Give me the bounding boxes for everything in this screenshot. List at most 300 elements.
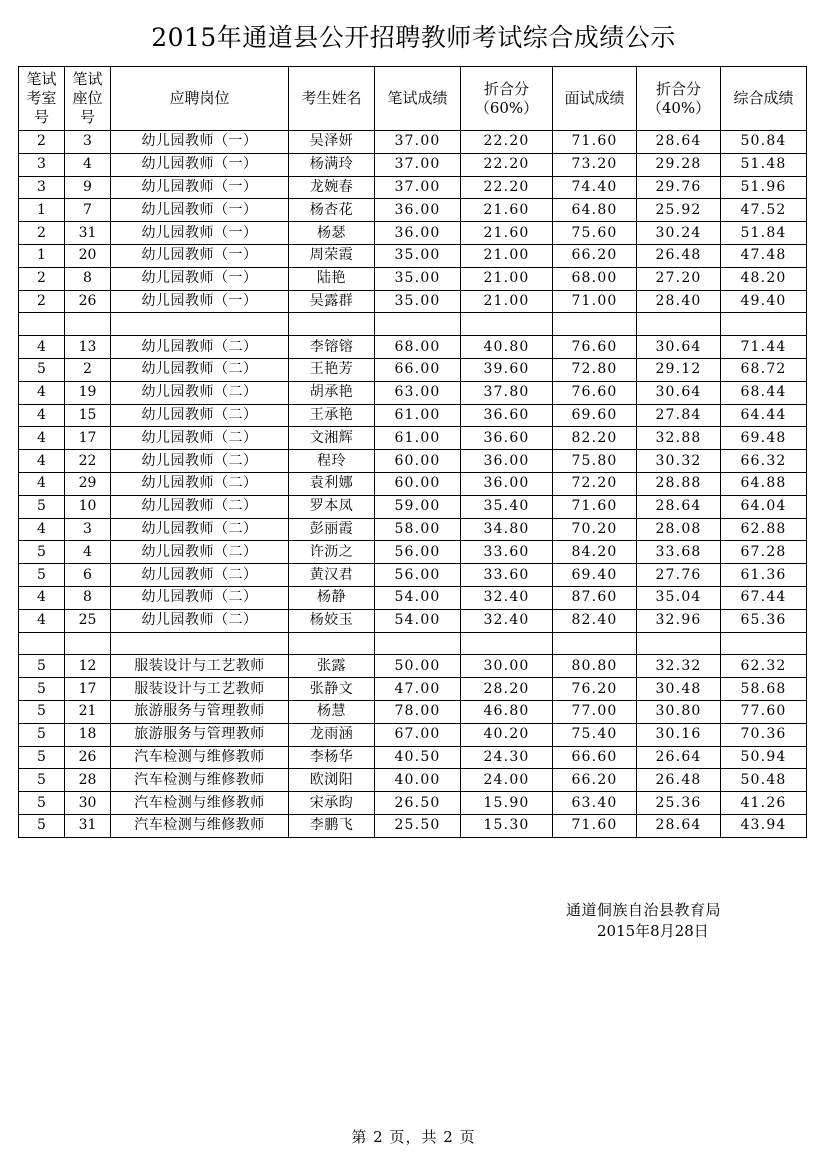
total-score-cell: 50.94 bbox=[721, 746, 807, 769]
interview-score-cell: 82.20 bbox=[553, 427, 637, 450]
position-cell: 幼儿园教师（一） bbox=[111, 244, 289, 267]
seat-cell: 19 bbox=[65, 381, 111, 404]
seat-cell: 6 bbox=[65, 564, 111, 587]
interview-weighted-cell: 30.16 bbox=[637, 723, 721, 746]
interview-weighted-cell: 25.92 bbox=[637, 199, 721, 222]
name-cell: 文湘辉 bbox=[289, 427, 375, 450]
header-written-weighted-line: （60%） bbox=[474, 98, 539, 117]
total-score-cell: 50.48 bbox=[721, 769, 807, 792]
room-cell: 4 bbox=[19, 518, 65, 541]
table-row bbox=[19, 131, 807, 154]
position-cell: 幼儿园教师（一） bbox=[111, 176, 289, 199]
header-row bbox=[19, 67, 807, 131]
name-cell: 许沥之 bbox=[289, 541, 375, 564]
table-row bbox=[19, 244, 807, 267]
table-row bbox=[19, 678, 807, 701]
name-cell: 欧浏阳 bbox=[289, 769, 375, 792]
name-cell: 杨姣玉 bbox=[289, 609, 375, 632]
room-cell: 4 bbox=[19, 404, 65, 427]
room-cell: 3 bbox=[19, 153, 65, 176]
seat-cell: 13 bbox=[65, 336, 111, 359]
interview-score-cell: 72.20 bbox=[553, 472, 637, 495]
table-row bbox=[19, 381, 807, 404]
interview-score-cell: 66.20 bbox=[553, 244, 637, 267]
table-row bbox=[19, 495, 807, 518]
interview-score-cell: 87.60 bbox=[553, 586, 637, 609]
interview-weighted-cell: 28.64 bbox=[637, 814, 721, 837]
page-footer: 第 2 页，共 2 页 bbox=[351, 1128, 476, 1146]
written-weighted-cell: 24.30 bbox=[461, 746, 553, 769]
name-cell: 彭丽霞 bbox=[289, 518, 375, 541]
position-cell: 幼儿园教师（二） bbox=[111, 518, 289, 541]
room-cell: 1 bbox=[19, 199, 65, 222]
written-weighted-cell: 36.60 bbox=[461, 427, 553, 450]
written-weighted-cell: 15.30 bbox=[461, 814, 553, 837]
position-cell: 服装设计与工艺教师 bbox=[111, 655, 289, 678]
interview-score-cell: 76.20 bbox=[553, 678, 637, 701]
table-row bbox=[19, 267, 807, 290]
header-interview: 面试成绩 bbox=[553, 67, 637, 131]
table-row bbox=[19, 700, 807, 723]
written-weighted-cell: 46.80 bbox=[461, 700, 553, 723]
room-cell: 5 bbox=[19, 814, 65, 837]
interview-weighted-cell: 27.20 bbox=[637, 267, 721, 290]
interview-weighted-cell: 28.88 bbox=[637, 472, 721, 495]
interview-score-cell: 70.20 bbox=[553, 518, 637, 541]
seat-cell: 17 bbox=[65, 678, 111, 701]
position-cell: 幼儿园教师（二） bbox=[111, 586, 289, 609]
total-score-cell: 51.84 bbox=[721, 222, 807, 245]
interview-weighted-cell: 33.68 bbox=[637, 541, 721, 564]
header-seat bbox=[65, 67, 111, 131]
header-written: 笔试成绩 bbox=[375, 67, 461, 131]
seat-cell: 20 bbox=[65, 244, 111, 267]
name-cell: 黄汉君 bbox=[289, 564, 375, 587]
total-score-cell bbox=[721, 632, 807, 655]
interview-weighted-cell: 32.96 bbox=[637, 609, 721, 632]
room-cell: 5 bbox=[19, 769, 65, 792]
written-score-cell: 37.00 bbox=[375, 153, 461, 176]
written-weighted-cell: 24.00 bbox=[461, 769, 553, 792]
position-cell: 汽车检测与维修教师 bbox=[111, 769, 289, 792]
interview-score-cell: 71.60 bbox=[553, 131, 637, 154]
table-row bbox=[19, 586, 807, 609]
total-score-cell bbox=[721, 313, 807, 336]
seat-cell: 17 bbox=[65, 427, 111, 450]
room-cell: 5 bbox=[19, 678, 65, 701]
room-cell: 5 bbox=[19, 746, 65, 769]
total-score-cell: 68.44 bbox=[721, 381, 807, 404]
written-weighted-cell: 32.40 bbox=[461, 586, 553, 609]
table-row bbox=[19, 746, 807, 769]
position-cell: 汽车检测与维修教师 bbox=[111, 746, 289, 769]
room-cell: 3 bbox=[19, 176, 65, 199]
name-cell bbox=[289, 313, 375, 336]
interview-score-cell: 72.80 bbox=[553, 358, 637, 381]
written-weighted-cell: 30.00 bbox=[461, 655, 553, 678]
interview-weighted-cell: 30.80 bbox=[637, 700, 721, 723]
written-weighted-cell bbox=[461, 313, 553, 336]
seat-cell bbox=[65, 632, 111, 655]
total-score-cell: 70.36 bbox=[721, 723, 807, 746]
name-cell: 张静文 bbox=[289, 678, 375, 701]
table-row bbox=[19, 358, 807, 381]
interview-weighted-cell: 27.84 bbox=[637, 404, 721, 427]
written-score-cell: 36.00 bbox=[375, 222, 461, 245]
written-weighted-cell: 22.20 bbox=[461, 131, 553, 154]
header-position: 应聘岗位 bbox=[111, 67, 289, 131]
written-score-cell: 35.00 bbox=[375, 244, 461, 267]
position-cell: 幼儿园教师（一） bbox=[111, 131, 289, 154]
name-cell: 李鹏飞 bbox=[289, 814, 375, 837]
header-written-weighted bbox=[461, 67, 553, 131]
interview-score-cell: 84.20 bbox=[553, 541, 637, 564]
issue-date: 2015年8月28日 bbox=[597, 922, 709, 940]
seat-cell: 18 bbox=[65, 723, 111, 746]
name-cell: 杨杏花 bbox=[289, 199, 375, 222]
written-weighted-cell: 34.80 bbox=[461, 518, 553, 541]
name-cell: 王艳芳 bbox=[289, 358, 375, 381]
written-weighted-cell: 37.80 bbox=[461, 381, 553, 404]
seat-cell: 30 bbox=[65, 792, 111, 815]
interview-score-cell: 63.40 bbox=[553, 792, 637, 815]
position-cell: 服装设计与工艺教师 bbox=[111, 678, 289, 701]
seat-cell: 22 bbox=[65, 450, 111, 473]
position-cell bbox=[111, 313, 289, 336]
blank-separator-row bbox=[19, 313, 807, 336]
interview-score-cell: 71.60 bbox=[553, 814, 637, 837]
position-cell: 幼儿园教师（二） bbox=[111, 609, 289, 632]
room-cell: 4 bbox=[19, 450, 65, 473]
table-row bbox=[19, 336, 807, 359]
written-weighted-cell bbox=[461, 632, 553, 655]
written-score-cell: 66.00 bbox=[375, 358, 461, 381]
total-score-cell: 58.68 bbox=[721, 678, 807, 701]
written-weighted-cell: 36.00 bbox=[461, 472, 553, 495]
table-row bbox=[19, 222, 807, 245]
name-cell: 杨静 bbox=[289, 586, 375, 609]
interview-score-cell: 73.20 bbox=[553, 153, 637, 176]
table-row bbox=[19, 792, 807, 815]
interview-score-cell: 69.60 bbox=[553, 404, 637, 427]
room-cell: 2 bbox=[19, 290, 65, 313]
position-cell: 幼儿园教师（二） bbox=[111, 564, 289, 587]
position-cell: 幼儿园教师（二） bbox=[111, 450, 289, 473]
seat-cell: 31 bbox=[65, 222, 111, 245]
room-cell: 5 bbox=[19, 541, 65, 564]
position-cell: 旅游服务与管理教师 bbox=[111, 700, 289, 723]
interview-score-cell bbox=[553, 313, 637, 336]
table-row bbox=[19, 290, 807, 313]
seat-cell: 10 bbox=[65, 495, 111, 518]
written-weighted-cell: 36.00 bbox=[461, 450, 553, 473]
interview-weighted-cell: 30.64 bbox=[637, 381, 721, 404]
interview-score-cell: 71.00 bbox=[553, 290, 637, 313]
seat-cell: 29 bbox=[65, 472, 111, 495]
position-cell: 汽车检测与维修教师 bbox=[111, 814, 289, 837]
header-seat-line: 号 bbox=[79, 108, 95, 126]
interview-weighted-cell: 32.32 bbox=[637, 655, 721, 678]
total-score-cell: 67.44 bbox=[721, 586, 807, 609]
interview-score-cell: 66.20 bbox=[553, 769, 637, 792]
position-cell: 幼儿园教师（一） bbox=[111, 290, 289, 313]
seat-cell: 26 bbox=[65, 746, 111, 769]
name-cell: 张露 bbox=[289, 655, 375, 678]
room-cell: 2 bbox=[19, 222, 65, 245]
position-cell: 旅游服务与管理教师 bbox=[111, 723, 289, 746]
table-row bbox=[19, 176, 807, 199]
table-row bbox=[19, 541, 807, 564]
total-score-cell: 47.52 bbox=[721, 199, 807, 222]
written-weighted-cell: 39.60 bbox=[461, 358, 553, 381]
written-score-cell: 40.00 bbox=[375, 769, 461, 792]
written-score-cell: 56.00 bbox=[375, 541, 461, 564]
table-row bbox=[19, 427, 807, 450]
position-cell: 幼儿园教师（二） bbox=[111, 472, 289, 495]
room-cell: 4 bbox=[19, 472, 65, 495]
name-cell: 龙婉春 bbox=[289, 176, 375, 199]
written-score-cell: 47.00 bbox=[375, 678, 461, 701]
written-weighted-cell: 40.80 bbox=[461, 336, 553, 359]
written-score-cell: 26.50 bbox=[375, 792, 461, 815]
table-row bbox=[19, 769, 807, 792]
position-cell: 幼儿园教师（二） bbox=[111, 495, 289, 518]
table-row bbox=[19, 723, 807, 746]
interview-weighted-cell: 26.48 bbox=[637, 244, 721, 267]
room-cell: 5 bbox=[19, 700, 65, 723]
room-cell: 4 bbox=[19, 336, 65, 359]
seat-cell: 7 bbox=[65, 199, 111, 222]
name-cell: 胡承艳 bbox=[289, 381, 375, 404]
total-score-cell: 43.94 bbox=[721, 814, 807, 837]
name-cell: 杨满玲 bbox=[289, 153, 375, 176]
interview-score-cell: 76.60 bbox=[553, 336, 637, 359]
written-weighted-cell: 21.00 bbox=[461, 267, 553, 290]
interview-score-cell: 75.40 bbox=[553, 723, 637, 746]
room-cell: 4 bbox=[19, 381, 65, 404]
written-score-cell: 50.00 bbox=[375, 655, 461, 678]
position-cell: 幼儿园教师（一） bbox=[111, 199, 289, 222]
total-score-cell: 51.96 bbox=[721, 176, 807, 199]
written-weighted-cell: 33.60 bbox=[461, 541, 553, 564]
written-score-cell: 63.00 bbox=[375, 381, 461, 404]
written-score-cell: 59.00 bbox=[375, 495, 461, 518]
seat-cell: 21 bbox=[65, 700, 111, 723]
interview-weighted-cell: 28.64 bbox=[637, 131, 721, 154]
seat-cell: 3 bbox=[65, 131, 111, 154]
interview-score-cell: 77.00 bbox=[553, 700, 637, 723]
interview-score-cell: 66.60 bbox=[553, 746, 637, 769]
name-cell: 杨慧 bbox=[289, 700, 375, 723]
scores-table bbox=[18, 66, 807, 838]
written-weighted-cell: 21.60 bbox=[461, 199, 553, 222]
table-row bbox=[19, 199, 807, 222]
room-cell: 4 bbox=[19, 609, 65, 632]
total-score-cell: 62.88 bbox=[721, 518, 807, 541]
interview-score-cell: 75.80 bbox=[553, 450, 637, 473]
interview-weighted-cell bbox=[637, 632, 721, 655]
position-cell: 幼儿园教师（一） bbox=[111, 222, 289, 245]
table-row bbox=[19, 655, 807, 678]
written-score-cell bbox=[375, 313, 461, 336]
total-score-cell: 64.04 bbox=[721, 495, 807, 518]
name-cell: 龙雨涵 bbox=[289, 723, 375, 746]
interview-weighted-cell: 29.28 bbox=[637, 153, 721, 176]
seat-cell: 2 bbox=[65, 358, 111, 381]
total-score-cell: 65.36 bbox=[721, 609, 807, 632]
room-cell: 1 bbox=[19, 244, 65, 267]
written-score-cell: 56.00 bbox=[375, 564, 461, 587]
issuer: 通道侗族自治县教育局 bbox=[566, 901, 722, 919]
total-score-cell: 71.44 bbox=[721, 336, 807, 359]
total-score-cell: 51.48 bbox=[721, 153, 807, 176]
room-cell: 5 bbox=[19, 723, 65, 746]
seat-cell: 8 bbox=[65, 586, 111, 609]
name-cell: 程玲 bbox=[289, 450, 375, 473]
interview-score-cell: 80.80 bbox=[553, 655, 637, 678]
header-name: 考生姓名 bbox=[289, 67, 375, 131]
position-cell: 汽车检测与维修教师 bbox=[111, 792, 289, 815]
room-cell: 4 bbox=[19, 427, 65, 450]
written-score-cell: 60.00 bbox=[375, 450, 461, 473]
interview-weighted-cell: 35.04 bbox=[637, 586, 721, 609]
seat-cell bbox=[65, 313, 111, 336]
table-row bbox=[19, 814, 807, 837]
header-room bbox=[19, 67, 65, 131]
interview-score-cell: 74.40 bbox=[553, 176, 637, 199]
room-cell: 5 bbox=[19, 495, 65, 518]
total-score-cell: 50.84 bbox=[721, 131, 807, 154]
interview-score-cell: 68.00 bbox=[553, 267, 637, 290]
interview-weighted-cell: 26.48 bbox=[637, 769, 721, 792]
written-score-cell: 61.00 bbox=[375, 427, 461, 450]
name-cell: 吴泽妍 bbox=[289, 131, 375, 154]
room-cell: 5 bbox=[19, 792, 65, 815]
interview-weighted-cell: 29.76 bbox=[637, 176, 721, 199]
written-score-cell: 78.00 bbox=[375, 700, 461, 723]
interview-weighted-cell: 28.08 bbox=[637, 518, 721, 541]
seat-cell: 3 bbox=[65, 518, 111, 541]
seat-cell: 8 bbox=[65, 267, 111, 290]
name-cell: 袁利娜 bbox=[289, 472, 375, 495]
total-score-cell: 67.28 bbox=[721, 541, 807, 564]
blank-separator-row bbox=[19, 632, 807, 655]
table-row bbox=[19, 472, 807, 495]
header-interview-weighted-line: 折合分 bbox=[655, 79, 701, 98]
header-total: 综合成绩 bbox=[721, 67, 807, 131]
header-room-line: 号 bbox=[33, 108, 49, 126]
interview-score-cell: 64.80 bbox=[553, 199, 637, 222]
written-score-cell: 37.00 bbox=[375, 176, 461, 199]
interview-score-cell: 82.40 bbox=[553, 609, 637, 632]
written-score-cell: 40.50 bbox=[375, 746, 461, 769]
name-cell: 李镕镕 bbox=[289, 336, 375, 359]
name-cell: 杨瑟 bbox=[289, 222, 375, 245]
interview-weighted-cell: 28.64 bbox=[637, 495, 721, 518]
name-cell bbox=[289, 632, 375, 655]
total-score-cell: 48.20 bbox=[721, 267, 807, 290]
seat-cell: 31 bbox=[65, 814, 111, 837]
written-weighted-cell: 15.90 bbox=[461, 792, 553, 815]
header-interview-weighted-line: （40%） bbox=[646, 98, 711, 117]
written-score-cell: 58.00 bbox=[375, 518, 461, 541]
interview-weighted-cell: 25.36 bbox=[637, 792, 721, 815]
interview-weighted-cell: 29.12 bbox=[637, 358, 721, 381]
written-score-cell: 61.00 bbox=[375, 404, 461, 427]
written-weighted-cell: 22.20 bbox=[461, 153, 553, 176]
written-weighted-cell: 22.20 bbox=[461, 176, 553, 199]
total-score-cell: 61.36 bbox=[721, 564, 807, 587]
interview-weighted-cell bbox=[637, 313, 721, 336]
header-interview-weighted bbox=[637, 67, 721, 131]
name-cell: 陆艳 bbox=[289, 267, 375, 290]
position-cell: 幼儿园教师（二） bbox=[111, 381, 289, 404]
interview-weighted-cell: 30.48 bbox=[637, 678, 721, 701]
interview-score-cell: 71.60 bbox=[553, 495, 637, 518]
written-weighted-cell: 21.60 bbox=[461, 222, 553, 245]
header-seat-line: 笔试 bbox=[72, 70, 103, 88]
written-weighted-cell: 32.40 bbox=[461, 609, 553, 632]
table-row bbox=[19, 450, 807, 473]
written-score-cell: 67.00 bbox=[375, 723, 461, 746]
room-cell: 2 bbox=[19, 131, 65, 154]
name-cell: 罗本凤 bbox=[289, 495, 375, 518]
room-cell bbox=[19, 632, 65, 655]
interview-weighted-cell: 27.76 bbox=[637, 564, 721, 587]
interview-weighted-cell: 30.32 bbox=[637, 450, 721, 473]
table-row bbox=[19, 518, 807, 541]
written-score-cell: 60.00 bbox=[375, 472, 461, 495]
interview-score-cell: 69.40 bbox=[553, 564, 637, 587]
table-body bbox=[19, 131, 807, 838]
interview-weighted-cell: 28.40 bbox=[637, 290, 721, 313]
position-cell: 幼儿园教师（二） bbox=[111, 541, 289, 564]
header-room-line: 笔试 bbox=[26, 70, 57, 88]
written-score-cell bbox=[375, 632, 461, 655]
written-score-cell: 25.50 bbox=[375, 814, 461, 837]
written-score-cell: 36.00 bbox=[375, 199, 461, 222]
interview-weighted-cell: 30.24 bbox=[637, 222, 721, 245]
total-score-cell: 47.48 bbox=[721, 244, 807, 267]
seat-cell: 9 bbox=[65, 176, 111, 199]
position-cell bbox=[111, 632, 289, 655]
seat-cell: 12 bbox=[65, 655, 111, 678]
name-cell: 王承艳 bbox=[289, 404, 375, 427]
position-cell: 幼儿园教师（一） bbox=[111, 267, 289, 290]
interview-score-cell: 76.60 bbox=[553, 381, 637, 404]
interview-score-cell: 75.60 bbox=[553, 222, 637, 245]
written-weighted-cell: 36.60 bbox=[461, 404, 553, 427]
total-score-cell: 41.26 bbox=[721, 792, 807, 815]
total-score-cell: 64.44 bbox=[721, 404, 807, 427]
room-cell: 4 bbox=[19, 586, 65, 609]
room-cell: 5 bbox=[19, 655, 65, 678]
total-score-cell: 49.40 bbox=[721, 290, 807, 313]
name-cell: 周荣霞 bbox=[289, 244, 375, 267]
total-score-cell: 66.32 bbox=[721, 450, 807, 473]
written-score-cell: 68.00 bbox=[375, 336, 461, 359]
seat-cell: 4 bbox=[65, 541, 111, 564]
written-weighted-cell: 21.00 bbox=[461, 244, 553, 267]
room-cell: 5 bbox=[19, 358, 65, 381]
header-room-line: 考室 bbox=[26, 89, 57, 107]
written-weighted-cell: 33.60 bbox=[461, 564, 553, 587]
seat-cell: 15 bbox=[65, 404, 111, 427]
table-row bbox=[19, 404, 807, 427]
interview-score-cell bbox=[553, 632, 637, 655]
room-cell bbox=[19, 313, 65, 336]
written-weighted-cell: 28.20 bbox=[461, 678, 553, 701]
